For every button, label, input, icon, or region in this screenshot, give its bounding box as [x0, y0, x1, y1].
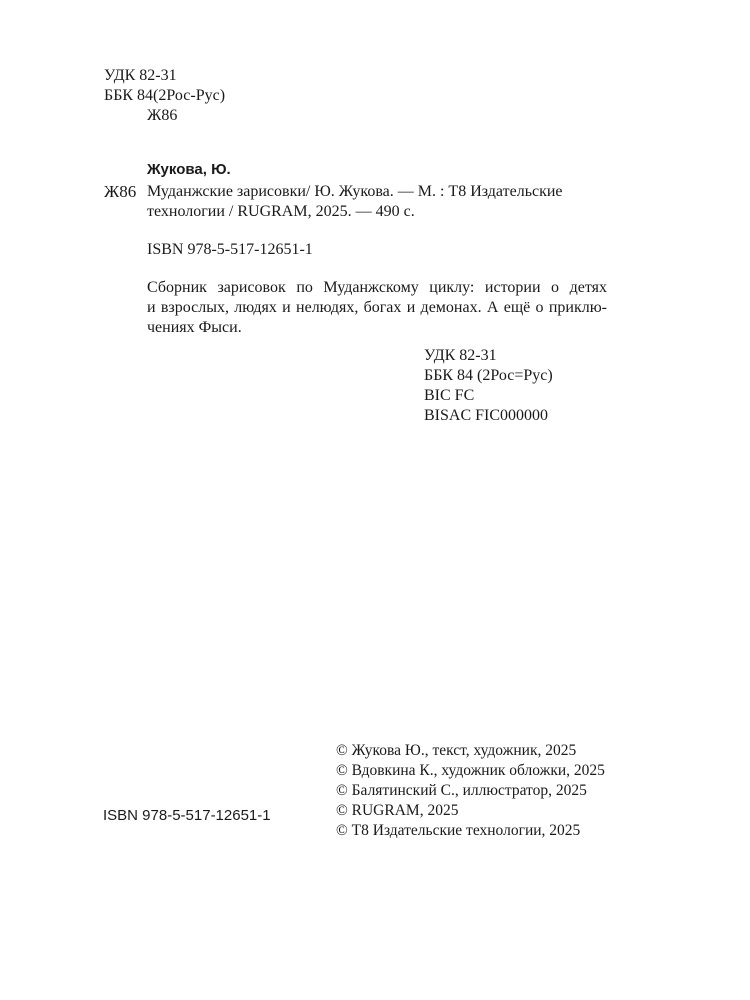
- annotation-line: и взрослых, людях и нелюдях, богах и демонах. А ещё о приклю-: [147, 299, 607, 316]
- description-line: технологии / RUGRAM, 2025. — 490 с.: [147, 203, 415, 220]
- classification-bbk: ББК 84 (2Рос=Рус): [424, 367, 553, 384]
- description-line: Муданжские зарисовки/ Ю. Жукова. — М. : Т8 Издательские: [147, 183, 563, 200]
- copyright-line: © Жукова Ю., текст, художник, 2025: [336, 742, 577, 759]
- record-description: [147, 182, 607, 222]
- header-author-mark: Ж86: [147, 107, 178, 124]
- record-isbn: ISBN 978-5-517-12651-1: [147, 241, 313, 258]
- copyright-list: [336, 741, 605, 841]
- copyright-line: © Балятинский С., иллюстратор, 2025: [336, 782, 587, 799]
- record-author-mark: Ж86: [104, 182, 137, 201]
- copyright-line: © Вдовкина К., художник обложки, 2025: [336, 762, 605, 779]
- classification-udk: УДК 82-31: [424, 347, 497, 364]
- annotation-line: Сборник зарисовок по Муданжскому циклу: истории о детях: [147, 279, 607, 296]
- record-author: Жукова, Ю.: [147, 161, 231, 178]
- classification-bic: BIC FC: [424, 387, 475, 404]
- header-bbk: ББК 84(2Рос-Рус): [104, 87, 226, 104]
- header-classification: [104, 66, 225, 106]
- classification-bisac: BISAC FIC000000: [424, 407, 549, 424]
- classification-codes: [424, 346, 553, 426]
- annotation-line: чениях Фыси.: [147, 319, 242, 336]
- copyright-line: © Т8 Издательские технологии, 2025: [336, 822, 581, 839]
- record-annotation: [147, 278, 607, 338]
- footer-isbn: ISBN 978-5-517-12651-1: [103, 807, 271, 824]
- copyright-line: © RUGRAM, 2025: [336, 802, 459, 819]
- header-udk: УДК 82-31: [104, 67, 177, 84]
